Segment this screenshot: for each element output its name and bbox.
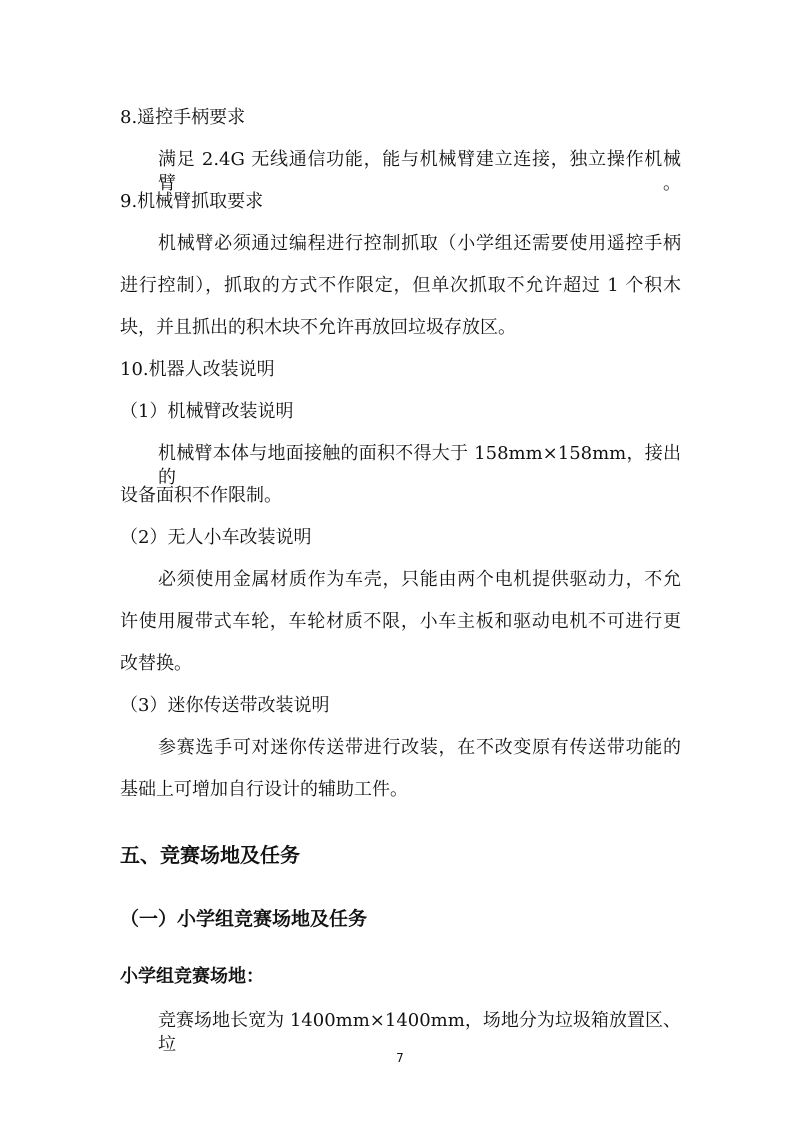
s10-title: 10.机器人改装说明 [120, 359, 275, 380]
s10-2-body-line-2: 许使用履带式车轮，车轮材质不限，小车主板和驱动电机不可进行更 [120, 611, 681, 632]
s9-body-line-1: 机械臂必须通过编程进行控制抓取（小学组还需要使用遥控手柄 [158, 233, 681, 254]
field-body-line-1: 竞赛场地长宽为 1400mm×1400mm，场地分为垃圾箱放置区、垃 [158, 1010, 681, 1055]
section-5-1-heading: （一）小学组竞赛场地及任务 [120, 908, 368, 930]
s10-3-title: （3）迷你传送带改装说明 [120, 695, 330, 716]
page-number: 7 [396, 1051, 404, 1065]
s10-2-body-line-3: 改替换。 [120, 653, 192, 674]
s10-2-title: （2）无人小车改装说明 [120, 527, 312, 548]
s10-1-body-line-1: 机械臂本体与地面接触的面积不得大于 158mm×158mm，接出的 [158, 443, 681, 488]
s8-title: 8.遥控手柄要求 [120, 107, 246, 128]
s10-1-body-line-2: 设备面积不作限制。 [120, 485, 282, 506]
s9-body-line-2: 进行控制），抓取的方式不作限定，但单次抓取不允许超过 1 个积木 [120, 275, 681, 296]
field-heading: 小学组竞赛场地： [120, 966, 264, 987]
section-5-heading: 五、竞赛场地及任务 [120, 843, 300, 867]
s10-3-body-line-2: 基础上可增加自行设计的辅助工件。 [120, 779, 408, 800]
s10-2-body-line-1: 必须使用金属材质作为车壳，只能由两个电机提供驱动力，不允 [158, 569, 681, 590]
s10-1-title: （1）机械臂改装说明 [120, 401, 294, 422]
s9-body-line-3: 块，并且抓出的积木块不允许再放回垃圾存放区。 [120, 317, 516, 338]
s8-body: 满足 2.4G 无线通信功能，能与机械臂建立连接，独立操作机械臂。 [158, 149, 681, 194]
s9-title: 9.机械臂抓取要求 [120, 191, 264, 212]
s10-3-body-line-1: 参赛选手可对迷你传送带进行改装，在不改变原有传送带功能的 [158, 737, 681, 758]
